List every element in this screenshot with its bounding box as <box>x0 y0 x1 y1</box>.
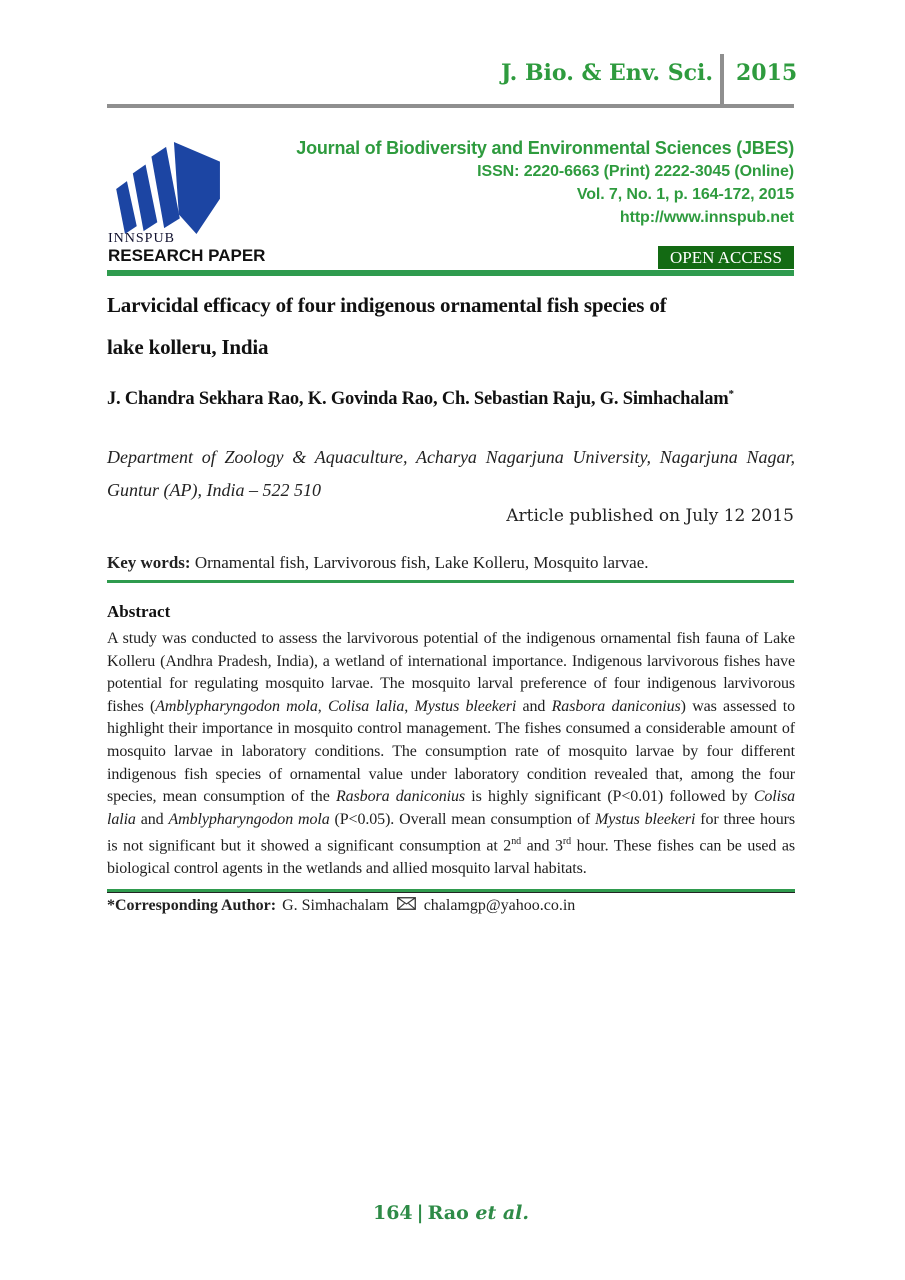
running-head-year: 2015 <box>736 60 798 86</box>
authors-names: J. Chandra Sekhara Rao, K. Govinda Rao, Ch. Sebastian Raju, G. Simhachalam <box>107 389 729 410</box>
keywords-rule <box>107 580 794 583</box>
corresponding-author-mark: * <box>728 388 734 400</box>
abstract-heading: Abstract <box>107 602 171 621</box>
page-number: 164 <box>372 1202 413 1224</box>
article-title-line2: lake kolleru, India <box>107 335 269 359</box>
affiliation: Department of Zoology & Aquaculture, Acharya Nagarjuna University, Nagarjuna Nagar, Guntur (AP), India – 522 510 <box>107 447 795 500</box>
keywords-line <box>107 553 807 573</box>
abstract-section <box>107 602 795 915</box>
masthead-double-rule <box>107 270 794 276</box>
keywords-label: Key words: <box>107 553 191 572</box>
keywords-text: Ornamental fish, Larvivorous fish, Lake Kolleru, Mosquito larvae. <box>190 553 649 572</box>
envelope-icon <box>397 897 416 915</box>
footer-et-al: et al. <box>475 1202 530 1224</box>
masthead-info <box>295 137 794 229</box>
abstract-text: A study was conducted to assess the larvivorous potential of the indigenous ornamental fish fauna of Lake Kolleru (Andhra Pradesh, India), a wetland of international importance. Indigenous larvivorous fishes have potential for regulating mosquito larvae. The mosquito larval preference of four indigenous larvivorous fishes (Amblypharyngodon mola, Colisa lalia, Mystus bleekeri and Rasbora daniconius) was assessed to highlight their importance in mosquito control management. The fishes consumed a considerable amount of mosquito larvae in laboratory conditions. The consumption rate of mosquito larvae by four different indigenous fish species of ornamental value under laboratory condition revealed that, among the four species, mean consumption of the Rasbora daniconius is highly significant (P<0.01) followed by Colisa lalia and Amblypharyngodon mola (P<0.05). Overall mean consumption of Mystus bleekeri for three hours is not significant but it showed a significant consumption at 2nd and 3rd hour. These fishes can be used as biological control agents in the wetlands and allied mosquito larval habitats. <box>107 630 796 878</box>
page-footer <box>107 1202 795 1224</box>
running-head-divider <box>720 54 724 107</box>
article-title-line1: Larvicidal efficacy of four indigenous ornamental fish species of <box>107 293 667 317</box>
footer-divider: | <box>416 1202 424 1224</box>
publication-date: Article published on July 12 2015 <box>506 506 794 526</box>
corresponding-label: *Corresponding Author: <box>107 896 277 914</box>
issn-line: ISSN: 2220-6663 (Print) 2222-3045 (Online) <box>477 163 794 180</box>
footer-author: Rao <box>427 1202 476 1224</box>
paper-type-label: RESEARCH PAPER <box>108 246 266 265</box>
article-title <box>107 284 807 368</box>
running-head-rule <box>107 104 794 108</box>
journal-name: Journal of Biodiversity and Environmental Sciences (JBES) <box>296 138 794 158</box>
publisher-name: INNSPUB <box>108 231 175 246</box>
authors-line <box>107 388 807 410</box>
volume-line: Vol. 7, No. 1, p. 164-172, 2015 <box>576 186 794 203</box>
corresponding-email-link[interactable]: chalamgp@yahoo.co.in <box>423 896 576 914</box>
corresponding-rule <box>107 889 795 893</box>
open-access-badge: OPEN ACCESS <box>658 246 794 269</box>
running-head-journal: J. Bio. & Env. Sci. <box>500 60 713 86</box>
corresponding-line <box>107 897 795 915</box>
corresponding-name: G. Simhachalam <box>282 896 389 914</box>
innspub-logo-icon <box>112 142 230 239</box>
journal-website-link[interactable]: http://www.innspub.net <box>619 209 794 226</box>
